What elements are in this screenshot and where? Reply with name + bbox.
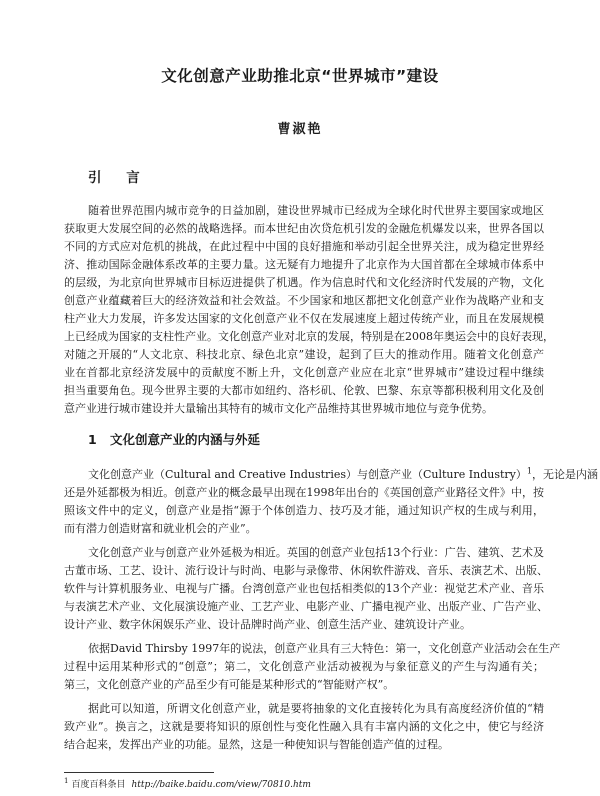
footnote-rule [64, 772, 214, 773]
paragraph-line: 照该文件中的定义，创意产业是指“源于个体创造力、技巧及才能，通过知识产权的生成与利用， [64, 504, 544, 517]
paragraph-line: 与表演艺术产业、文化展演设施产业、工艺产业、电影产业、广播电视产业、出版产业、广告产业、 [64, 600, 548, 613]
intro-line: 的层级，为北京向世界城市目标迈进提供了机遇。作为信息时代和文化经济时代发展的产物，文化 [64, 276, 544, 289]
paragraph-line: 结合起来，发挥出产业的功能。显然，这是一种使知识与智能创造产值的过程。 [64, 738, 449, 751]
paragraph-line: 文化创意产业与创意产业外延极为相近。英国的创意产业包括13个行业：广告、建筑、艺术及 [88, 546, 544, 559]
intro-line: 对随之开展的“人文北京、科技北京、绿色北京”建设，起到了巨大的推动作用。随着文化创意产 [64, 348, 544, 361]
paragraph-line: 还是外延都极为相近。创意产业的概念最早出现在1998年出台的《英国创意产业路径文件》中，按 [64, 486, 544, 499]
text-span: 文化创意产业（Cultural and Creative Industries）与创意产业（Culture Industry） [88, 468, 527, 481]
intro-line: 随着世界范围内城市竞争的日益加剧，建设世界城市已经成为全球化时代世界主要国家或地区 [88, 204, 544, 217]
paragraph-line: 而有潜力创造财富和就业机会的产业”。 [64, 522, 257, 535]
paragraph-line [88, 466, 598, 482]
section-heading [88, 430, 260, 448]
paragraph-line: 依据David Thirsby 1997年的说法，创意产业具有三大特色：第一，文化创意产业活动会在生产 [88, 642, 561, 655]
footnote [64, 777, 311, 790]
section-title: 文化创意产业的内涵与外延 [110, 432, 261, 447]
intro-line: 不同的方式应对危机的挑战，在此过程中中国的良好措施和举动引起全世界关注，成为稳定世界经 [64, 240, 544, 253]
paragraph-line: 软件与计算机服务业、电视与广播。台湾创意产业也包括相类似的13个产业：视觉艺术产业、音乐 [64, 582, 544, 595]
intro-line: 济、推动国际金融体系改革的主要力量。这无疑有力地提升了北京作为大国首都在全球城市体系中 [64, 258, 544, 271]
text-span: ，无论是内涵 [531, 468, 598, 481]
intro-line: 获取更大发展空间的必然的战略选择。而本世纪由次贷危机引发的金融危机爆发以来，世界各国以 [64, 222, 544, 235]
intro-line: 业在首都北京经济发展中的贡献度不断上升，文化创意产业应在北京“世界城市”建设过程中继续 [64, 366, 544, 379]
paper-title: 文化创意产业助推北京“世界城市”建设 [161, 67, 439, 85]
author-name: 曹淑艳 [277, 122, 323, 137]
intro-line: 担当重要角色。现今世界主要的大都市如纽约、洛杉矶、伦敦、巴黎、东京等都积极利用文化及创 [64, 384, 544, 397]
paragraph-line: 致产业”。换言之，这就是要将知识的原创性与变化性融入具有丰富内涵的文化之中，使它与经济 [64, 720, 544, 733]
paragraph-line: 古董市场、工艺、设计、流行设计与时尚、电影与录像带、休闲软件游戏、音乐、表演艺术、出版、 [64, 564, 548, 577]
footnote-label: 百度百科条目 [71, 780, 126, 790]
paragraph-line: 据此可以知道，所谓文化创意产业，就是要将抽象的文化直接转化为具有高度经济价值的“精 [88, 702, 544, 715]
footnote-link[interactable]: http://baike.baidu.com/view/70810.htm [131, 780, 311, 790]
intro-heading: 引 言 [88, 170, 150, 186]
intro-line: 上已经成为国家的支柱性产业。文化创意产业对北京的发展，特别是在2008年奥运会中的良好表现， [64, 330, 554, 343]
paragraph-line: 过程中运用某种形式的“创意”；第二，文化创意产业活动被视为与象征意义的产生与沟通有关； [64, 660, 544, 673]
intro-line: 创意产业蕴藏着巨大的经济效益和社会效益。不少国家和地区都把文化创意产业作为战略产业和支 [64, 294, 544, 307]
footnote-mark: 1 [64, 777, 69, 785]
paragraph-line: 第三，文化创意产业的产品至少有可能是某种形式的“智能财产权”。 [64, 678, 395, 691]
intro-line: 柱产业大力发展，许多发达国家的文化创意产业不仅在发展速度上超过传统产业，而且在发展规模 [64, 312, 544, 325]
intro-line: 意产业进行城市建设并大量输出其特有的城市文化产品维持其世界城市地位与竞争优势。 [64, 402, 493, 415]
section-number: 1 [88, 432, 97, 447]
paragraph-line: 设计产业、数字休闲娱乐产业、设计品牌时尚产业、创意生活产业、建筑设计产业。 [64, 618, 471, 631]
footnote-ref[interactable]: 1 [526, 466, 532, 476]
